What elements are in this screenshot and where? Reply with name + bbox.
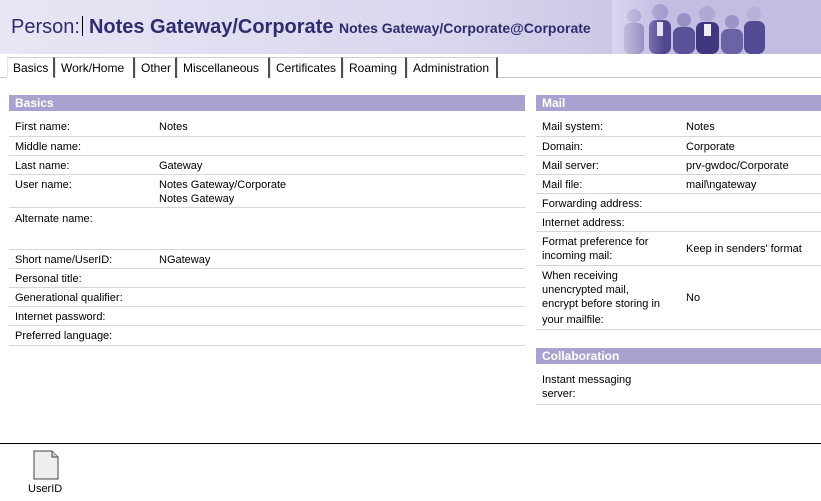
format-preference-label-2: incoming mail: bbox=[542, 250, 613, 262]
domain-label: Domain: bbox=[542, 141, 583, 153]
field-mail-system bbox=[536, 117, 821, 137]
basics-section-header: Basics bbox=[9, 95, 525, 111]
field-middle-name bbox=[9, 137, 525, 156]
field-forwarding-address bbox=[536, 194, 821, 213]
preferred-language-label: Preferred language: bbox=[15, 330, 113, 342]
first-name-value[interactable]: Notes bbox=[159, 121, 188, 133]
im-server-label-2: server: bbox=[542, 388, 576, 400]
alternate-name-label: Alternate name: bbox=[15, 213, 93, 225]
field-first-name bbox=[9, 117, 525, 137]
field-domain bbox=[536, 137, 821, 156]
field-internet-address bbox=[536, 213, 821, 232]
field-short-name bbox=[9, 250, 525, 269]
short-name-value[interactable]: NGateway bbox=[159, 254, 211, 266]
personal-title-label: Personal title: bbox=[15, 273, 82, 285]
section-divider bbox=[0, 443, 821, 444]
field-format-preference bbox=[536, 232, 821, 266]
document-icon[interactable] bbox=[33, 450, 59, 480]
tab-certificates[interactable]: Certificates bbox=[270, 57, 343, 78]
field-preferred-language bbox=[9, 326, 525, 346]
field-personal-title bbox=[9, 269, 525, 288]
field-internet-password bbox=[9, 307, 525, 326]
title-prefix: Person: bbox=[11, 16, 80, 38]
last-name-value[interactable]: Gateway bbox=[159, 160, 203, 172]
encrypt-value[interactable]: No bbox=[686, 292, 701, 304]
field-mail-file bbox=[536, 175, 821, 194]
mail-server-value[interactable]: prv-gwdoc/Corporate bbox=[686, 160, 789, 172]
tab-bar bbox=[0, 56, 821, 78]
mail-file-value[interactable]: mail\ngateway bbox=[686, 179, 757, 191]
internet-address-label: Internet address: bbox=[542, 217, 625, 229]
attachment-caption[interactable]: UserID bbox=[28, 483, 63, 495]
mail-system-label: Mail system: bbox=[542, 121, 604, 133]
forwarding-address-label: Forwarding address: bbox=[542, 198, 643, 210]
user-name-value-2[interactable]: Notes Gateway bbox=[159, 193, 235, 205]
tab-administration[interactable]: Administration bbox=[407, 57, 498, 78]
im-server-label-1: Instant messaging bbox=[542, 374, 632, 386]
short-name-label: Short name/UserID: bbox=[15, 254, 113, 266]
tab-miscellaneous[interactable]: Miscellaneous bbox=[177, 57, 270, 78]
last-name-label: Last name: bbox=[15, 160, 70, 172]
tab-other[interactable]: Other bbox=[135, 57, 177, 78]
mail-file-label: Mail file: bbox=[542, 179, 583, 191]
field-generational-qualifier bbox=[9, 288, 525, 307]
format-preference-label-1: Format preference for bbox=[542, 236, 649, 248]
internet-password-label: Internet password: bbox=[15, 311, 106, 323]
field-encrypt-incoming bbox=[536, 266, 821, 330]
page-title bbox=[11, 16, 333, 39]
field-user-name bbox=[9, 175, 525, 208]
middle-name-label: Middle name: bbox=[15, 141, 82, 153]
person-name: Notes Gateway/Corporate bbox=[88, 16, 334, 38]
text-cursor bbox=[82, 16, 83, 36]
field-last-name bbox=[9, 156, 525, 175]
field-mail-server bbox=[536, 156, 821, 175]
encrypt-label-1: When receiving bbox=[542, 270, 618, 282]
field-im-server bbox=[536, 370, 821, 405]
mail-section-header: Mail bbox=[536, 95, 821, 111]
field-alternate-name bbox=[9, 208, 525, 250]
generational-qualifier-label: Generational qualifier: bbox=[15, 292, 123, 304]
collaboration-section-header: Collaboration bbox=[536, 348, 821, 364]
encrypt-label-2: unencrypted mail, bbox=[542, 284, 629, 296]
mail-system-value[interactable]: Notes bbox=[686, 121, 715, 133]
tab-work-home[interactable]: Work/Home bbox=[55, 57, 135, 78]
document-header bbox=[0, 0, 821, 54]
encrypt-label-3: encrypt before storing in bbox=[542, 298, 661, 310]
domain-value[interactable]: Corporate bbox=[686, 141, 735, 153]
tab-roaming[interactable]: Roaming bbox=[343, 57, 407, 78]
user-name-label: User name: bbox=[15, 179, 72, 191]
first-name-label: First name: bbox=[15, 121, 71, 133]
format-preference-value[interactable]: Keep in senders' format bbox=[686, 243, 802, 255]
tab-basics[interactable]: Basics bbox=[7, 57, 55, 78]
mail-server-label: Mail server: bbox=[542, 160, 599, 172]
people-banner-image bbox=[612, 0, 821, 54]
user-name-value-1[interactable]: Notes Gateway/Corporate bbox=[159, 179, 287, 191]
encrypt-label-4: your mailfile: bbox=[542, 314, 604, 326]
person-email: Notes Gateway/Corporate@Corporate bbox=[339, 20, 591, 36]
